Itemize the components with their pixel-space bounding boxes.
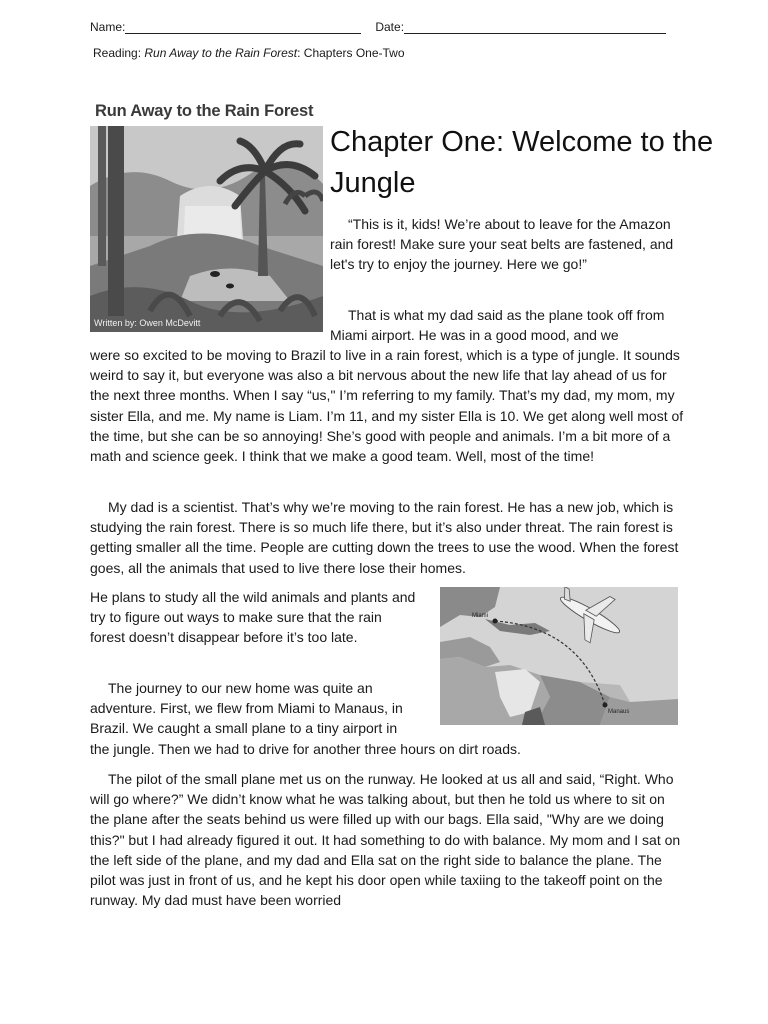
map-label-manaus: Manaus: [608, 709, 630, 715]
date-blank[interactable]: [404, 21, 666, 34]
reading-chapters: : Chapters One-Two: [297, 46, 405, 60]
paragraph-2-continued: were so excited to be moving to Brazil to live in a rain forest, which is a type of jungle. It sounds weird to say it, but everyone was also a bit nervous about the new life that lay ahead of us for the next three months. When I say “us," I’m referring to my family. That’s my dad, my mom, my sister Ella, and me. My name is Liam. I’m 11, and my sister Ella is 10. We get along well most of the time, but she can be so annoying! She’s good with people and animals. I’m a bit more of a math and science geek. I think that we make a good team. Well, most of the time!: [90, 347, 684, 465]
name-blank[interactable]: [125, 21, 361, 34]
cover-title: Run Away to the Rain Forest: [95, 102, 314, 120]
reading-book-title: Run Away to the Rain Forest: [144, 46, 298, 60]
reading-label: Reading:: [93, 46, 145, 60]
flight-route-map: [440, 587, 678, 725]
date-label: Date:: [375, 20, 405, 34]
paragraph-6: The pilot of the small plane met us on the runway. He looked at us all and said, “Right. Who will go where?” We didn’t know what he was talking about, but then he told us where to sit on the plane after the seats behind us were filled up with our bags. Ella said, "Why are we doing this?" but I had already figured it out. It had something to do with balance. My mom and I sat on the left side of the plane, and my dad and Ella sat on the right side to balance the plane. The pilot was just in front of us, and he kept his door open while taxiing to the takeoff point on the runway. My dad must have been worried: [90, 771, 681, 909]
paragraph-1: “This is it, kids! We’re about to leave for the Amazon rain forest! Make sure your seat belts are fastened, and let's try to enjoy the journey. Here we go!”: [330, 216, 674, 273]
paragraph-3: My dad is a scientist. That’s why we’re moving to the rain forest. He has a new job, which is studying the rain forest. There is so much life there, but it’s also under threat. The rain forest is getting smaller all the time. People are cutting down the trees to use the wood. When the forest goes, all the animals that used to live there lose their homes.: [90, 499, 679, 576]
book-cover: [90, 96, 323, 332]
reading-line: [93, 46, 405, 60]
paragraph-5-continued: the jungle. Then we had to drive for another three hours on dirt roads.: [90, 741, 521, 757]
rain-forest-illustration: [90, 126, 323, 332]
cover-credit: Written by: Owen McDevitt: [94, 318, 201, 328]
paragraph-4: He plans to study all the wild animals and plants and try to figure out ways to make sure that the rain forest doesn’t disappear before it’s too late.: [90, 589, 416, 646]
map-label-miami: Miami: [472, 613, 488, 619]
paragraph-5-start: The journey to our new home was quite an adventure. First, we flew from Miami to Manaus, in Brazil. We caught a small plane to a tiny airport in: [90, 680, 403, 737]
paragraph-2-start: That is what my dad said as the plane took off from Miami airport. He was in a good mood, and we: [330, 307, 665, 344]
name-label: Name:: [90, 20, 126, 34]
chapter-title: Chapter One: Welcome to the Jungle: [330, 126, 714, 199]
worksheet-header: [90, 20, 690, 34]
